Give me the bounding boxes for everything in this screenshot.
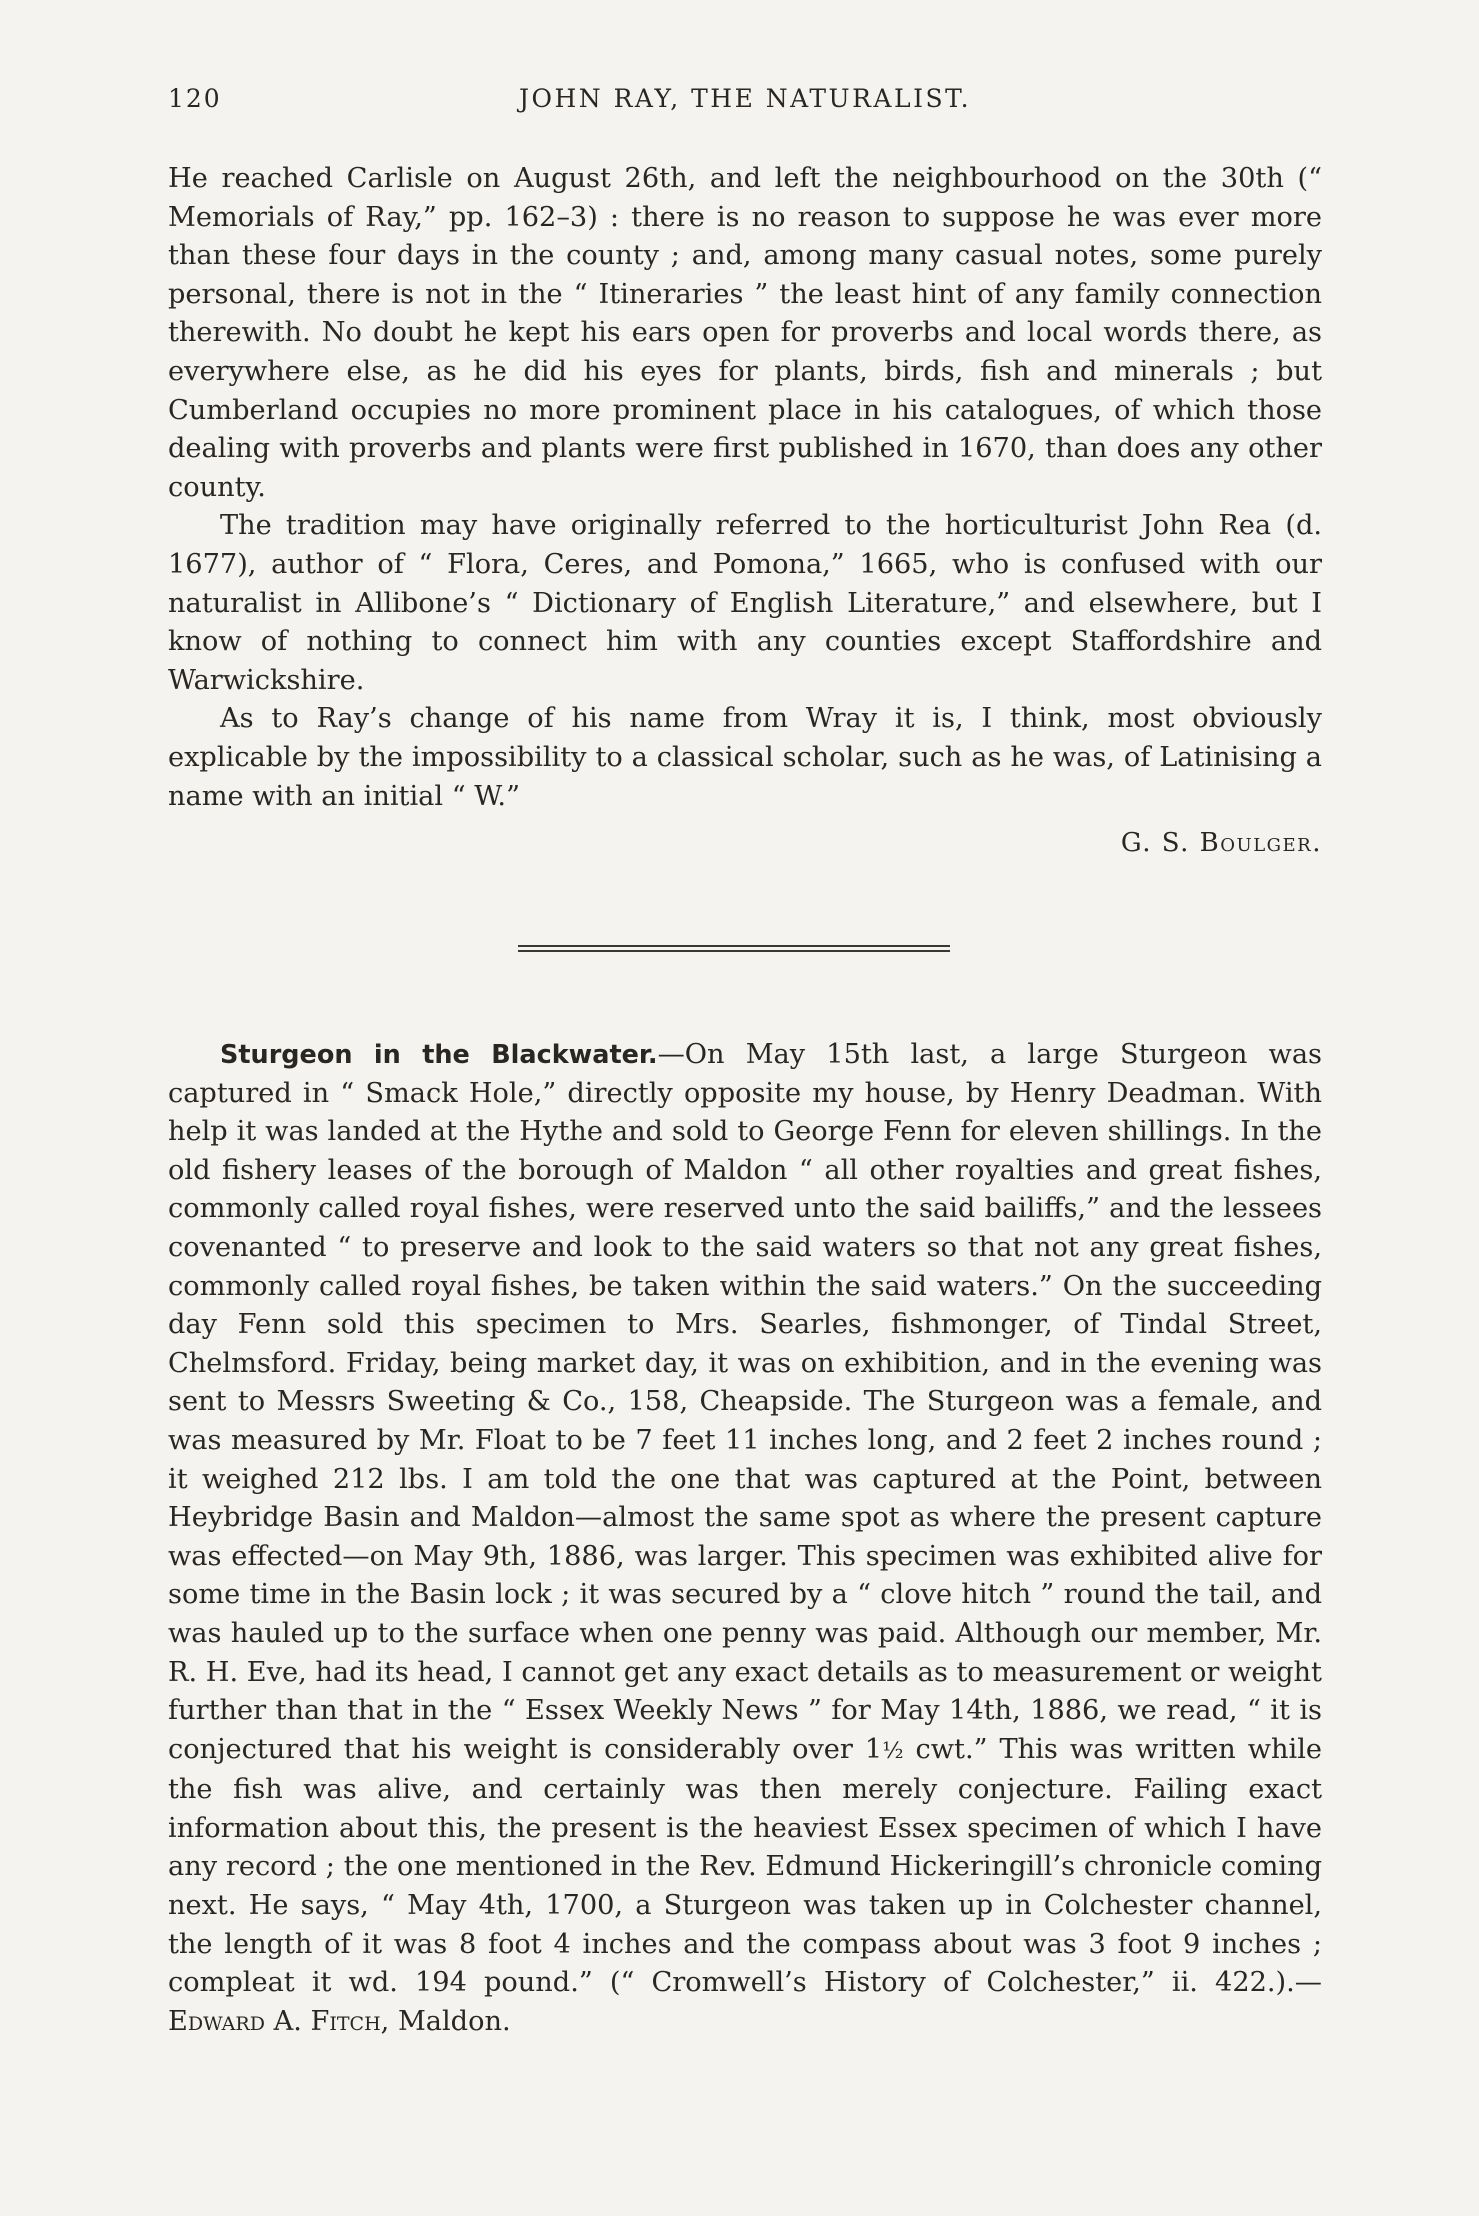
- author-fitch: Edward A. Fitch,: [168, 2005, 390, 2037]
- paragraph-carlisle: He reached Carlisle on August 26th, and left the neighbourhood on the 30th (“ Memorials of Ray,” pp. 162–3) : there is no reason to suppose he was ever more than these four days in the county ; and, among many casual notes, some purely personal, there is not in the “ Itineraries ” the least hint of any family connection therewith. No doubt he kept his ears open for proverbs and local words there, as everywhere else, as he did his eyes for plants, birds, fish and minerals ; but Cumberland occupies no more prominent place in his catalogues, of which those dealing with proverbs and plants were first published in 1670, than does any other county.: [168, 163, 1322, 503]
- paragraph-sturgeon: [168, 1036, 1322, 2041]
- paragraph-name-change: As to Ray’s change of his name from Wray it is, I think, most obviously explicable by the impossibility to a classical scholar, such as he was, of Latinising a name with an initial “ W.”: [168, 703, 1322, 812]
- article-ray-continuation: [168, 160, 1322, 816]
- author-place: Maldon.: [397, 2005, 511, 2037]
- signature-boulger: G. S. Boulger.: [1120, 828, 1322, 858]
- fraction-half: ½: [882, 1738, 904, 1764]
- sturgeon-body-part2: cwt.” This was written while the fish was alive, and certainly was then merely conjecture. Failing exact information about this, the present is the heaviest Essex specimen of which I have any record ; the one mentioned in the Rev. Edmund Hickeringill’s chronicle coming next. He says, “ May 4th, 1700, a Sturgeon was taken up in Colchester channel, the length of it was 8 foot 4 inches and the compass about was 3 foot 9 inches ; compleat it wd. 194 pound.” (“ Cromwell’s History of Colchester,” ii. 422.).—: [168, 1733, 1322, 1999]
- running-head: [168, 84, 1322, 124]
- double-rule-divider: [518, 945, 950, 952]
- running-title: JOHN RAY, THE NATURALIST.: [518, 84, 972, 113]
- article-sturgeon: [168, 1036, 1322, 2041]
- paragraph-rea-tradition: The tradition may have originally referred to the horticulturist John Rea (d. 1677), author of “ Flora, Ceres, and Pomona,” 1665, who is confused with our naturalist in Allibone’s “ Dictionary of English Literature,” and elsewhere, but I know of nothing to connect him with any counties except Staffordshire and Warwickshire.: [168, 510, 1322, 696]
- sturgeon-heading: Sturgeon in the Blackwater.: [220, 1040, 658, 1070]
- sturgeon-body-part1: —On May 15th last, a large Sturgeon was captured in “ Smack Hole,” directly opposite my house, by Henry Deadman. With help it was landed at the Hythe and sold to George Fenn for eleven shillings. In the old fishery leases of the borough of Maldon “ all other royalties and great fishes, commonly called royal fishes, were reserved unto the said bailiffs,” and the lessees covenanted “ to preserve and look to the said waters so that not any great fishes, commonly called royal fishes, be taken within the said waters.” On the succeeding day Fenn sold this specimen to Mrs. Searles, fishmonger, of Tindal Street, Chelmsford. Friday, being market day, it was on exhibition, and in the evening was sent to Messrs Sweeting & Co., 158, Cheapside. The Sturgeon was a female, and was measured by Mr. Float to be 7 feet 11 inches long, and 2 feet 2 inches round ; it weighed 212 lbs. I am told the one that was captured at the Point, between Heybridge Basin and Maldon—almost the same spot as where the present capture was effected—on May 9th, 1886, was larger. This specimen was exhibited alive for some time in the Basin lock ; it was secured by a “ clove hitch ” round the tail, and was hauled up to the surface when one penny was paid. Although our member, Mr. R. H. Eve, had its head, I cannot get any exact details as to measurement or weight further than that in the “ Essex Weekly News ” for May 14th, 1886, we read, “ it is conjectured that his weight is considerably over 1: [168, 1039, 1322, 1765]
- page-number: 120: [168, 84, 222, 113]
